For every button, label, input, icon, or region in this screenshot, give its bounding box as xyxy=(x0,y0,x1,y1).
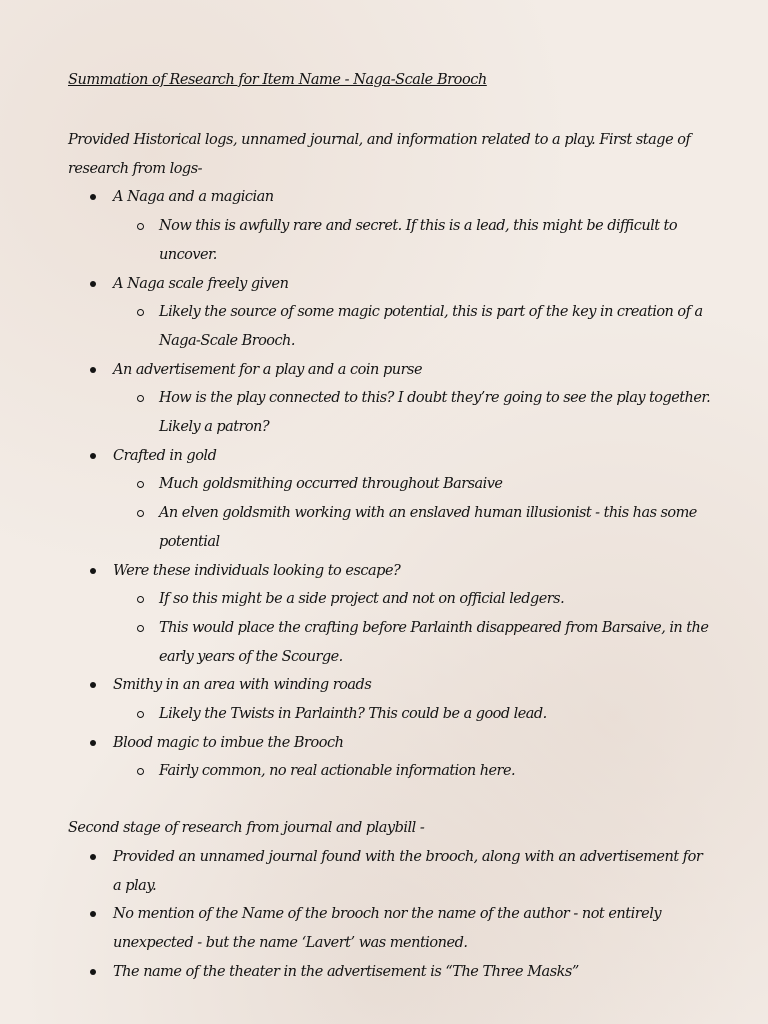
list-item-text: A Naga and a magician xyxy=(113,189,274,206)
hollow-bullet-icon xyxy=(137,223,144,230)
sub-list-item-text: Likely the source of some magic potential, this is part of the key in creation of a Naga-Scale Brooch. xyxy=(159,304,703,349)
bullet-icon xyxy=(90,453,96,459)
bullet-icon xyxy=(90,682,96,688)
list-item xyxy=(68,729,712,786)
bullet-icon xyxy=(90,911,96,917)
list-item-text: A Naga scale freely given xyxy=(113,275,289,292)
sub-list xyxy=(113,212,712,269)
list-item xyxy=(68,958,712,987)
list-item xyxy=(68,356,712,442)
list-item-text: Smithy in an area with winding roads xyxy=(113,677,372,694)
sub-list-item-text: How is the play connected to this? I doubt they’re going to see the play together. Likely a patron? xyxy=(159,390,711,436)
list-item-text: The name of the theater in the advertisement is “The Three Masks” xyxy=(113,963,579,980)
bullet-icon xyxy=(90,194,96,200)
list-item-text: No mention of the Name of the brooch nor the name of the author - not entirely unexpected - but the name ‘Lavert’ was mentioned. xyxy=(113,906,662,951)
sub-list-item-text: Now this is awfully rare and secret. If this is a lead, this might be difficult to uncover. xyxy=(159,218,678,263)
sub-list-item xyxy=(113,212,712,269)
sub-list-item xyxy=(113,614,712,671)
bullet-icon xyxy=(90,281,96,287)
sub-list-item xyxy=(113,757,712,786)
sub-list-item xyxy=(113,700,712,729)
sub-list-item xyxy=(113,298,712,355)
list-item-text: Blood magic to imbue the Brooch xyxy=(113,734,344,751)
research-stage-1 xyxy=(68,126,712,786)
hollow-bullet-icon xyxy=(137,625,144,632)
document-title: Summation of Research for Item Name - Naga-Scale Brooch xyxy=(68,72,487,88)
stage-1-intro: Provided Historical logs, unnamed journal, and information related to a play. First stage of research from logs- xyxy=(68,132,691,177)
hollow-bullet-icon xyxy=(137,510,144,517)
sub-list-item xyxy=(113,499,712,556)
research-stage-2 xyxy=(68,814,712,986)
bullet-icon xyxy=(90,568,96,574)
list-item-text: Crafted in gold xyxy=(113,447,217,464)
sub-list xyxy=(113,757,712,786)
list-item-text: An advertisement for a play and a coin purse xyxy=(113,361,423,378)
list-item xyxy=(68,183,712,269)
list-item-text: Were these individuals looking to escape? xyxy=(113,562,401,579)
sub-list-item xyxy=(113,470,712,499)
bullet-icon xyxy=(90,740,96,746)
hollow-bullet-icon xyxy=(137,395,144,402)
sub-list-item xyxy=(113,585,712,614)
sub-list xyxy=(113,585,712,671)
hollow-bullet-icon xyxy=(137,481,144,488)
hollow-bullet-icon xyxy=(137,309,144,316)
bullet-icon xyxy=(90,367,96,373)
hollow-bullet-icon xyxy=(137,596,144,603)
sub-list-item-text: Likely the Twists in Parlainth? This could be a good lead. xyxy=(159,706,547,723)
list-item-text: Provided an unnamed journal found with the brooch, along with an advertisement for a play. xyxy=(113,848,703,894)
sub-list-item-text: Much goldsmithing occurred throughout Barsaive xyxy=(159,476,503,493)
bullet-icon xyxy=(90,854,96,860)
stage-2-list xyxy=(68,843,712,987)
sub-list-item-text: This would place the crafting before Parlainth disappeared from Barsaive, in the early years of the Scourge. xyxy=(159,619,709,665)
bullet-icon xyxy=(90,969,96,975)
list-item xyxy=(68,442,712,557)
sub-list xyxy=(113,700,712,729)
stage-1-list xyxy=(68,183,712,786)
list-item xyxy=(68,671,712,728)
sub-list xyxy=(113,470,712,556)
sub-list-item-text: If so this might be a side project and not on official ledgers. xyxy=(159,591,565,608)
list-item xyxy=(68,843,712,900)
sub-list-item-text: An elven goldsmith working with an enslaved human illusionist - this has some potential xyxy=(159,505,697,550)
stage-2-intro: Second stage of research from journal and playbill - xyxy=(68,820,425,837)
list-item xyxy=(68,900,712,957)
hollow-bullet-icon xyxy=(137,711,144,718)
sub-list xyxy=(113,384,712,441)
sub-list xyxy=(113,298,712,355)
sub-list-item xyxy=(113,384,712,441)
hollow-bullet-icon xyxy=(137,768,144,775)
list-item xyxy=(68,270,712,356)
sub-list-item-text: Fairly common, no real actionable information here. xyxy=(159,763,516,780)
list-item xyxy=(68,557,712,672)
